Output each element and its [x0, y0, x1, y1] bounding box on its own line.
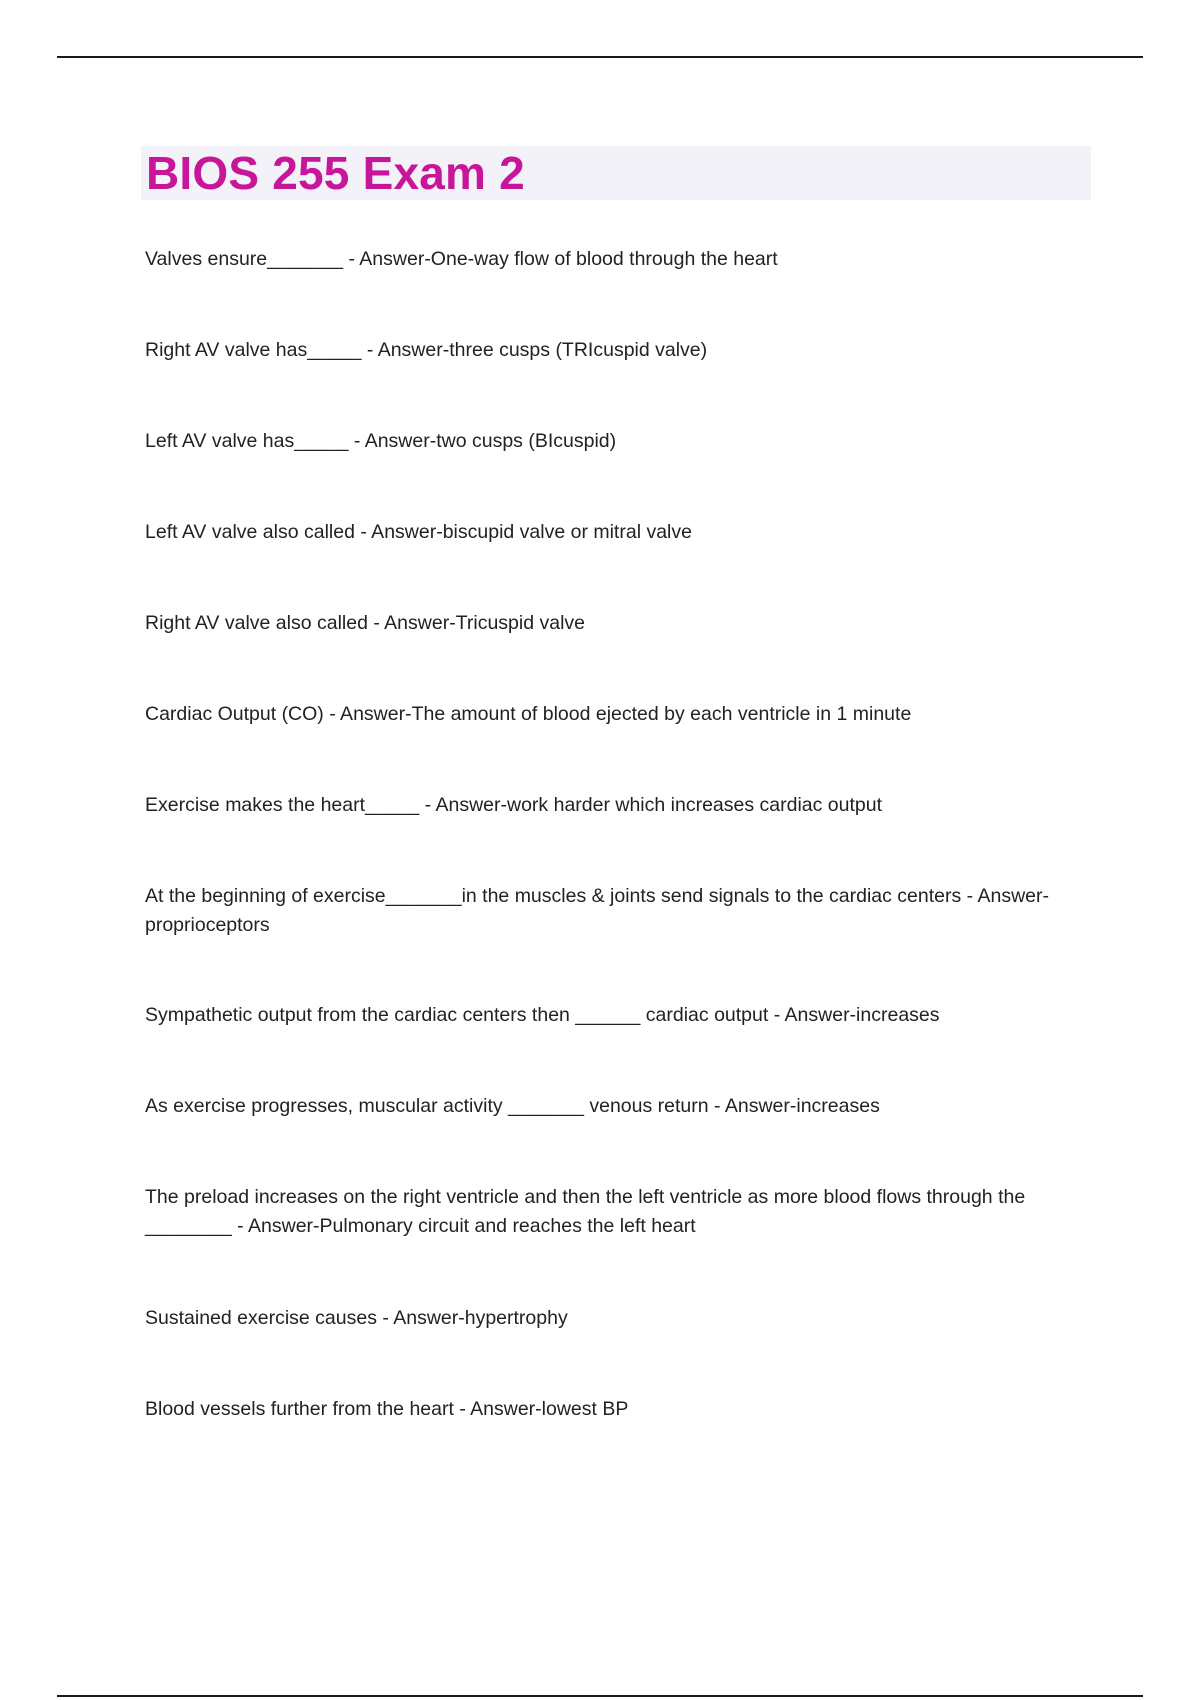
qa-item-10: As exercise progresses, muscular activity _______ venous return - Answer-increases [145, 1095, 880, 1117]
qa-item-3: Left AV valve has_____ - Answer-two cusps (BIcuspid) [145, 430, 617, 452]
qa-item-13: Blood vessels further from the heart - Answer-lowest BP [145, 1398, 629, 1420]
qa-item-5: Right AV valve also called - Answer-Tricuspid valve [145, 612, 586, 634]
qa-item-7: Exercise makes the heart_____ - Answer-work harder which increases cardiac output [145, 794, 883, 816]
qa-item-11: The preload increases on the right ventricle and then the left ventricle as more blood flows through the ________ - Answer-Pulmonary circuit and reaches the left heart [145, 1186, 1026, 1237]
bottom-rule [57, 1695, 1143, 1697]
top-rule [57, 56, 1143, 58]
qa-item-8: At the beginning of exercise_______in the muscles & joints send signals to the cardiac centers - Answer-proprioceptors [145, 885, 1050, 936]
qa-item-9: Sympathetic output from the cardiac centers then ______ cardiac output - Answer-increases [145, 1004, 940, 1026]
document-title: BIOS 255 Exam 2 [146, 147, 525, 199]
qa-item-4: Left AV valve also called - Answer-biscupid valve or mitral valve [145, 521, 692, 543]
qa-item-6: Cardiac Output (CO) - Answer-The amount of blood ejected by each ventricle in 1 minute [145, 703, 912, 725]
qa-item-12: Sustained exercise causes - Answer-hypertrophy [145, 1307, 568, 1329]
qa-item-2: Right AV valve has_____ - Answer-three cusps (TRIcuspid valve) [145, 339, 708, 361]
qa-item-1: Valves ensure_______ - Answer-One-way flow of blood through the heart [145, 248, 778, 270]
